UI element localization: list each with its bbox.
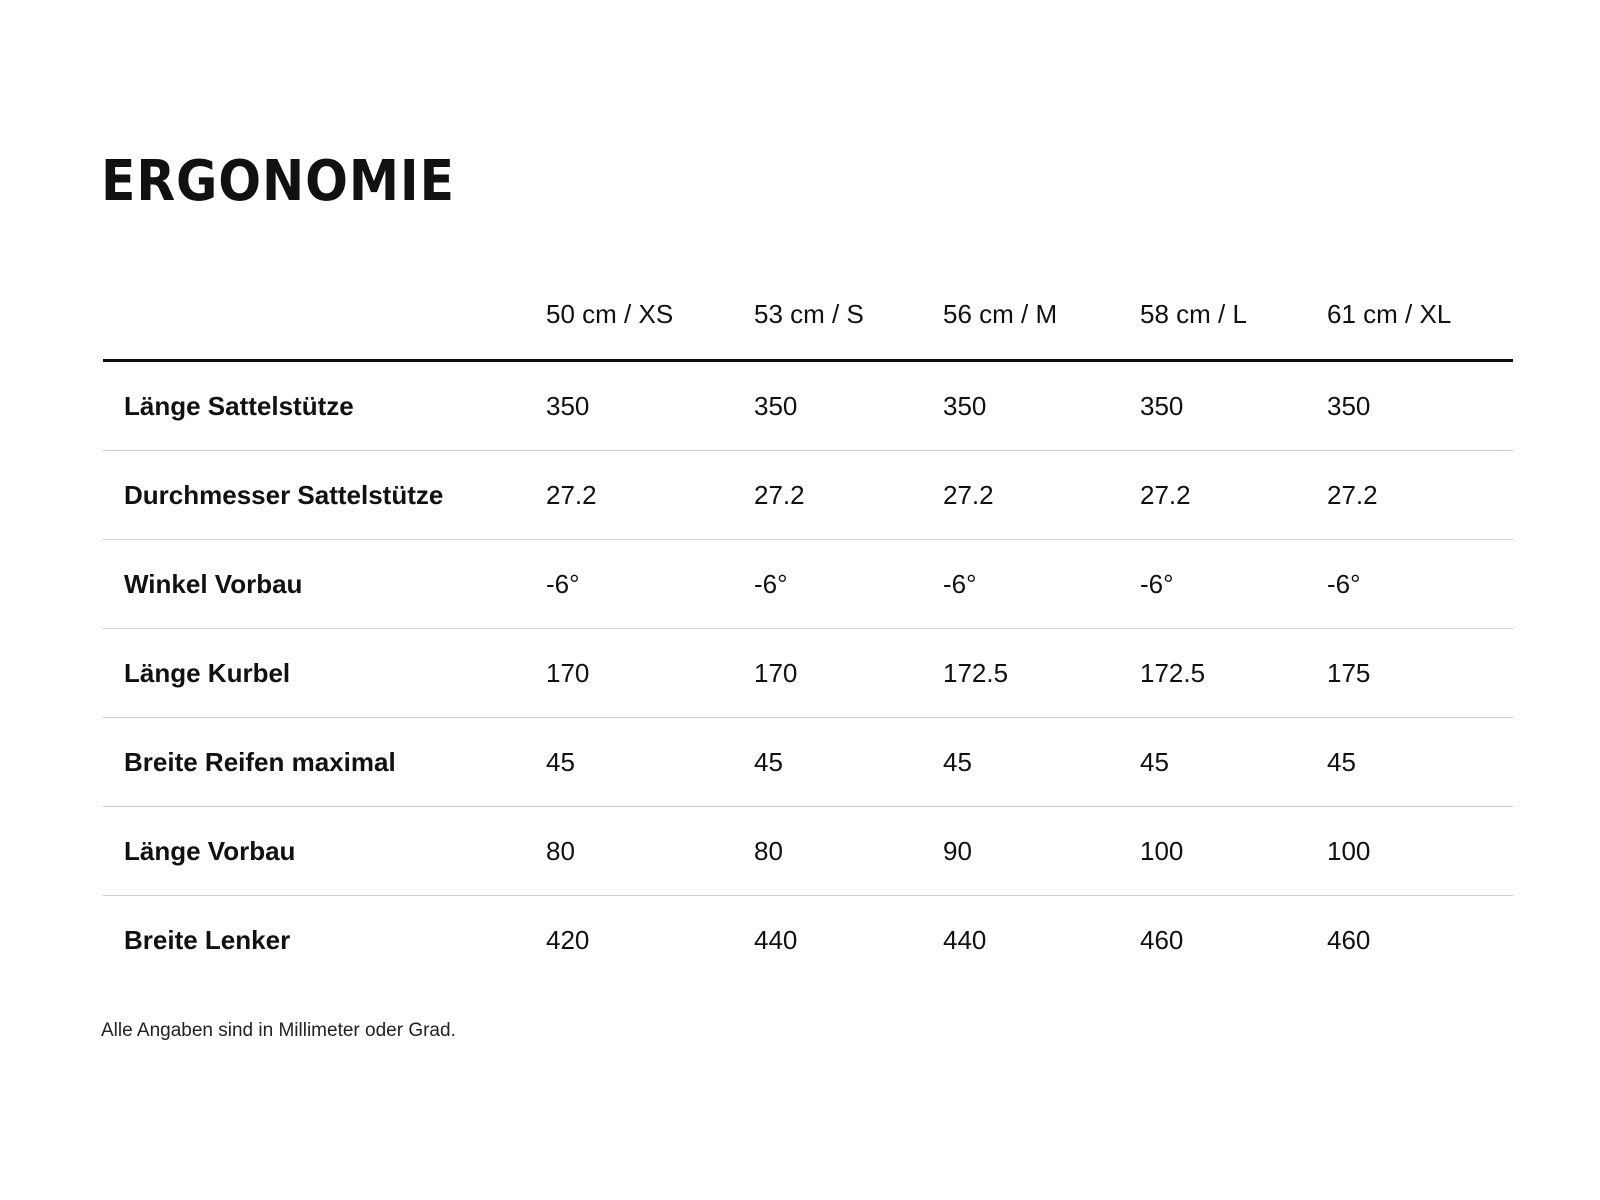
table-cell: -6°	[546, 540, 754, 629]
row-label: Länge Kurbel	[103, 629, 546, 718]
table-cell: -6°	[943, 540, 1140, 629]
row-label: Länge Vorbau	[103, 807, 546, 896]
table-row	[103, 807, 1513, 896]
table-cell: 27.2	[754, 451, 943, 540]
row-label: Winkel Vorbau	[103, 540, 546, 629]
geometry-table	[103, 270, 1513, 984]
table-row	[103, 451, 1513, 540]
table-cell: 170	[754, 629, 943, 718]
row-label: Breite Lenker	[124, 924, 291, 955]
table-cell: 45	[754, 718, 943, 807]
table-cell: 350	[546, 361, 754, 451]
table-cell: 45	[546, 718, 754, 807]
row-label: Durchmesser Sattelstütze	[103, 451, 546, 540]
table-cell: 27.2	[546, 451, 754, 540]
table-row	[103, 629, 1513, 718]
table-cell: 80	[754, 807, 943, 896]
table-cell: 27.2	[1327, 451, 1513, 540]
column-header-m: 56 cm / M	[943, 270, 1140, 361]
table-cell: 172.5	[1140, 629, 1327, 718]
row-label: Breite Reifen maximal	[103, 718, 546, 807]
table-cell: 100	[1327, 807, 1513, 896]
table-cell: 460	[1327, 924, 1371, 955]
table-cell: 27.2	[943, 451, 1140, 540]
page-title: ERGONOMIE	[101, 149, 455, 214]
table-cell: 45	[1140, 718, 1327, 807]
table-row	[103, 540, 1513, 629]
footnote: Alle Angaben sind in Millimeter oder Grad.	[101, 1020, 456, 1041]
table-header-row	[103, 270, 1513, 361]
table-cell: 350	[754, 361, 943, 451]
column-header-xl: 61 cm / XL	[1327, 270, 1513, 361]
table-row	[103, 361, 1513, 451]
table-cell: -6°	[1140, 540, 1327, 629]
table-cell: 172.5	[943, 629, 1140, 718]
table-cell: 350	[1327, 361, 1513, 451]
table-cell: 27.2	[1140, 451, 1327, 540]
table-cell: 460	[1140, 924, 1184, 955]
table-cell: 80	[546, 807, 754, 896]
table-cell: 350	[943, 361, 1140, 451]
table-cell: -6°	[754, 540, 943, 629]
table-cell: 440	[943, 924, 987, 955]
table-cell: 90	[943, 807, 1140, 896]
table-cell: 440	[754, 924, 798, 955]
table-cell: 45	[1327, 718, 1513, 807]
column-header-xs: 50 cm / XS	[546, 270, 754, 361]
column-header-s: 53 cm / S	[754, 270, 943, 361]
table-cell: 420	[546, 924, 590, 955]
table-row	[103, 896, 1513, 985]
row-label: Länge Sattelstütze	[103, 361, 546, 451]
table-cell: 170	[546, 629, 754, 718]
column-header-l: 58 cm / L	[1140, 270, 1327, 361]
column-header-empty	[103, 270, 546, 361]
table-cell: 175	[1327, 629, 1513, 718]
table-cell: 45	[943, 718, 1140, 807]
table-cell: -6°	[1327, 540, 1513, 629]
table-cell: 100	[1140, 807, 1327, 896]
table-cell: 350	[1140, 361, 1327, 451]
table-row	[103, 718, 1513, 807]
